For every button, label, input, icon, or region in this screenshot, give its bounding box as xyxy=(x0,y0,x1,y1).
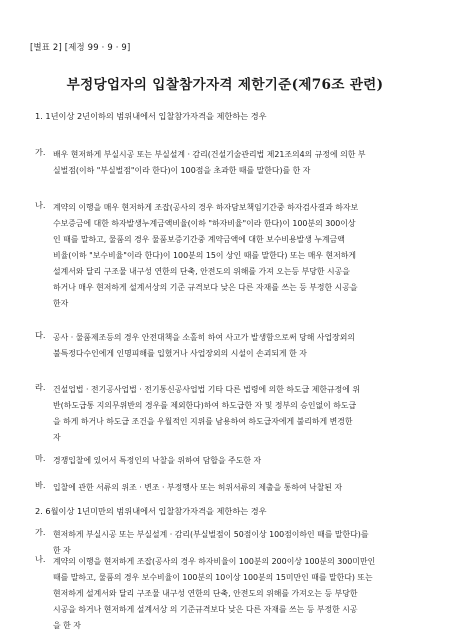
item-line: 을 하게 하거나 하도급 조건을 우월적인 지위를 남용하여 하도급자에게 불리하게 변경한 xyxy=(53,417,353,426)
item-label: 다. xyxy=(35,330,46,340)
item-line: 계약의 이행을 매우 현저하게 조잡(공사의 경우 하자담보책임기간중 하자검사결과 하자보 xyxy=(53,203,359,212)
item-label: 나. xyxy=(35,554,46,564)
item-line: 한자 xyxy=(53,299,69,308)
item-line: 반(하도급통 지의무위반의 경우를 제외한다)하여 하도급한 자 및 정부의 승인없이 하도급 xyxy=(53,401,357,410)
item-line: 자 xyxy=(53,433,61,442)
item-line: 인 때를 말하고, 물품의 경우 물품보증기간중 계약금액에 대한 보수비용발생 누계금액 xyxy=(53,235,345,244)
item-label: 나. xyxy=(35,200,46,210)
item-line: 불특정다수인에게 인명피해를 입혔거나 사업장외의 시설이 손괴되게 한 자 xyxy=(53,349,307,358)
item-label: 마. xyxy=(35,453,46,463)
item-body xyxy=(53,200,421,312)
item-line: 시공을 하거나 현저하게 설계서상 의 기준규격보다 낮은 다른 자재를 쓰는 등 부정한 시공 xyxy=(53,605,358,614)
page-title: 부정당업자의 입찰참가자격 제한기준(제76조 관련) xyxy=(66,77,384,93)
item-body xyxy=(53,147,421,179)
section-1-heading: 1. 1년이상 2년이하의 범위내에서 입찰참가자격을 제한하는 경우 xyxy=(35,111,267,121)
item-line: 공사 · 물품제조등의 경우 안전대책을 소홀히 하여 사고가 발생함으로써 당해 사업장외의 xyxy=(53,333,355,342)
item-body xyxy=(53,382,421,446)
item-line: 비율(이하 "보수비율"이라 한다)이 100분의 15이 상인 때를 말한다) 또는 매우 현저하게 xyxy=(53,251,356,260)
item-label: 가. xyxy=(35,147,46,157)
item-body xyxy=(53,480,421,496)
item-line: 계약의 이행을 현저하게 조잡(공사의 경우 하자비율이 100분의 200이상 100분의 300미만인 xyxy=(53,557,376,566)
section-2-heading: 2. 6월이상 1년미만의 범위내에서 입찰참가자격을 제한하는 경우 xyxy=(35,506,267,516)
item-line: 건설업법 · 전기공사업법 · 전기통신공사업법 기타 다른 법령에 의한 하도급 제한규정에 위 xyxy=(53,385,361,394)
item-line: 수보증금에 대한 하자발생누계금액비율(이하 "하자비율"이라 한다)이 100분의 300이상 xyxy=(53,219,356,228)
item-label: 가. xyxy=(35,527,46,537)
item-line: 을 한 자 xyxy=(53,621,81,630)
item-line: 때를 말하고, 물품의 경우 보수비율이 100분의 10이상 100분의 15미만인 때를 말한다) 또는 xyxy=(53,573,373,582)
item-line: 하거나 매우 현저하게 설계서상의 기준 규격보다 낮은 다른 자재를 쓰는 등 부정한 시공을 xyxy=(53,283,358,292)
item-line: 설계서와 달리 구조물 내구성 연한의 단축, 안전도의 위해를 가져 오는등 부당한 시공을 xyxy=(53,267,350,276)
item-body xyxy=(53,330,421,362)
item-line: 현저하게 설계서와 달리 구조물 내구성 연한의 단축, 안전도의 위해를 가져오는 등 부당한 xyxy=(53,589,358,598)
item-line: 실벌점(이하 "부실벌점"이라 한다)이 100점을 초과한 때를 말한다)를 한 자 xyxy=(53,166,311,175)
item-line: 배우 현저하게 부실시공 또는 부실설계 · 감리(건설기술관리법 제21조의4의 규정에 의한 부 xyxy=(53,150,366,159)
item-line: 경쟁입찰에 있어서 특정인의 낙찰을 위하여 담합을 주도한 자 xyxy=(53,456,262,465)
item-line: 입찰에 관한 서류의 위조 · 변조 · 부정행사 또는 허위서류의 제출을 통하여 낙찰된 자 xyxy=(53,483,343,492)
item-label: 라. xyxy=(35,382,46,392)
item-label: 바. xyxy=(35,480,46,490)
item-line: 현저하게 부실시공 또는 부실설계 · 감리(부실벌점이 50점이상 100점이하인 때를 말한다)를 xyxy=(53,530,369,539)
item-line: 한 자 xyxy=(53,546,71,555)
item-body xyxy=(53,453,421,469)
item-body xyxy=(53,554,421,634)
table-reference-header: [별표 2] [제정 99 · 9 · 9] xyxy=(30,42,131,52)
